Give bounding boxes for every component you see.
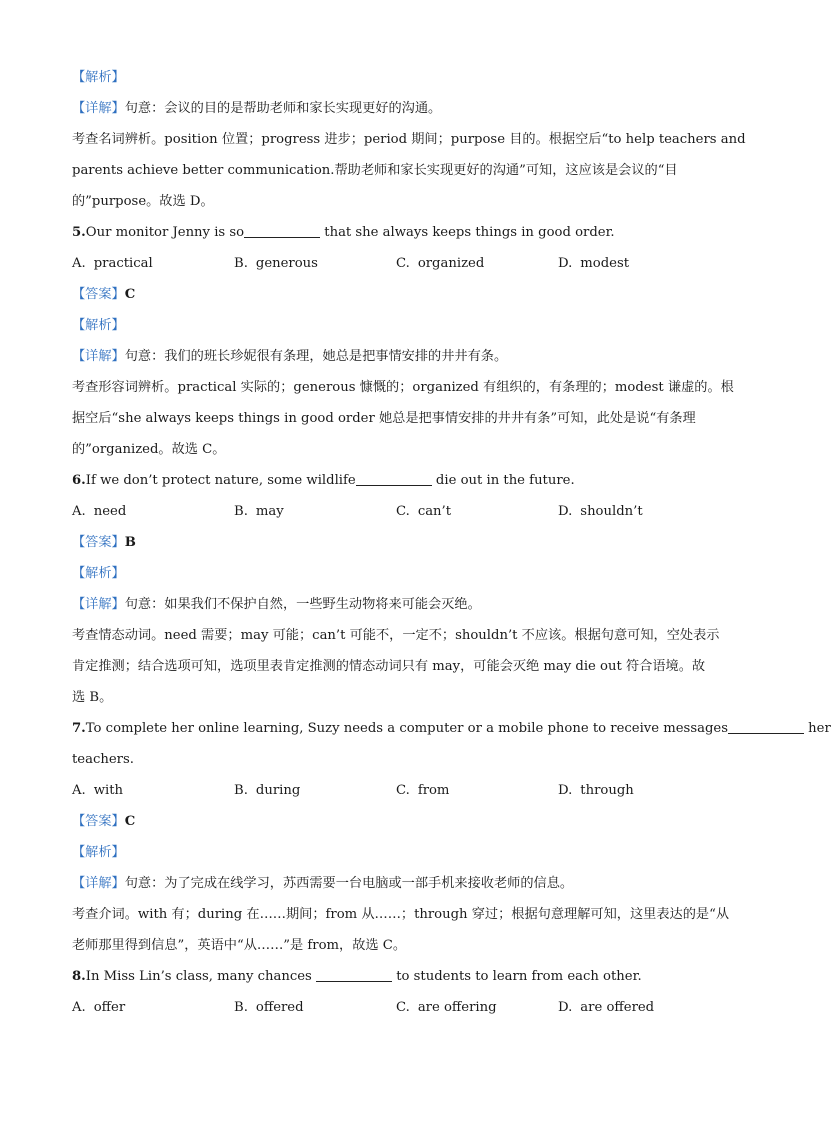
option-text: generous — [255, 256, 318, 271]
detail-text: 句意：如果我们不保护自然，一些野生动物将来可能会灭绝。 — [124, 597, 481, 612]
option-item — [72, 248, 234, 279]
detail-tag: 【详解】 — [72, 876, 125, 891]
analysis-tag: 【解析】 — [72, 845, 125, 860]
answer-blank — [728, 719, 804, 734]
answer-line — [72, 279, 722, 310]
option-letter: A. — [72, 1000, 86, 1015]
option-text: organized — [417, 256, 485, 271]
line-text: 考查情态动词。need 需要；may 可能；can’t 可能不，一定不；shouldn’t 不应该。根据句意可知，空处表示 — [72, 628, 720, 643]
question-text: To complete her online learning, Suzy needs a computer or a mobile phone to receive messages — [85, 721, 728, 736]
options-row — [72, 248, 722, 279]
analysis-tag: 【解析】 — [72, 70, 125, 85]
detail-text: 句意：我们的班长珍妮很有条理，她总是把事情安排的井井有条。 — [124, 349, 508, 364]
option-text: practical — [93, 256, 153, 271]
analysis-heading — [72, 837, 722, 868]
line-text: parents achieve better communication.帮助老师和家长实现更好的沟通”可知，这应该是会议的“目 — [72, 163, 678, 178]
option-item — [396, 496, 558, 527]
line-text: 肯定推测；结合选项可知，选项里表肯定推测的情态动词只有 may，可能会灭绝 may die out 符合语境。故 — [72, 659, 706, 674]
option-text: with — [93, 783, 124, 798]
option-item — [396, 248, 558, 279]
answer-tag: 【答案】 — [72, 287, 125, 302]
option-letter: D. — [558, 256, 573, 271]
line-text: 的”organized。故选 C。 — [72, 442, 226, 457]
option-text: are offering — [417, 1000, 497, 1015]
option-text: are offered — [580, 1000, 655, 1015]
option-item — [234, 248, 396, 279]
option-item — [72, 775, 234, 806]
answer-tag: 【答案】 — [72, 535, 125, 550]
line-text: 考查名词辨析。position 位置；progress 进步；period 期间；purpose 目的。根据空后“to help teachers and — [72, 132, 746, 147]
option-letter: C. — [396, 1000, 410, 1015]
line-text: 老师那里得到信息”，英语中“从……”是 from，故选 C。 — [72, 938, 407, 953]
answer-value: B — [124, 535, 136, 550]
question-text-after: that she always keeps things in good order. — [320, 225, 615, 240]
option-text: during — [255, 783, 301, 798]
detail-text: 句意：为了完成在线学习，苏西需要一台电脑或一部手机来接收老师的信息。 — [124, 876, 574, 891]
analysis-heading — [72, 62, 722, 93]
option-item — [234, 496, 396, 527]
option-text: may — [255, 504, 284, 519]
option-letter: C. — [396, 504, 410, 519]
document-page — [72, 62, 831, 1023]
detail-line — [72, 341, 722, 372]
answer-value: C — [124, 814, 136, 829]
answer-blank — [244, 223, 320, 238]
detail-tag: 【详解】 — [72, 349, 125, 364]
question-text-after: her — [803, 721, 831, 736]
option-letter: D. — [558, 783, 573, 798]
question-line — [72, 217, 722, 248]
analysis-heading — [72, 310, 722, 341]
detail-tag: 【详解】 — [72, 597, 125, 612]
text-line — [72, 682, 722, 713]
detail-line — [72, 93, 722, 124]
text-line — [72, 155, 722, 186]
question-number: 6. — [72, 473, 86, 488]
option-text: shouldn’t — [580, 504, 643, 519]
option-item — [72, 992, 234, 1023]
option-letter: A. — [72, 504, 86, 519]
option-letter: B. — [234, 504, 248, 519]
detail-text: 句意：会议的目的是帮助老师和家长实现更好的沟通。 — [124, 101, 442, 116]
option-item — [234, 775, 396, 806]
options-row — [72, 775, 722, 806]
answer-line — [72, 806, 722, 837]
option-text: offered — [255, 1000, 304, 1015]
option-item — [234, 992, 396, 1023]
line-text: 选 B。 — [72, 690, 113, 705]
option-letter: C. — [396, 256, 410, 271]
question-number: 5. — [72, 225, 86, 240]
text-line — [72, 620, 722, 651]
option-letter: B. — [234, 1000, 248, 1015]
analysis-tag: 【解析】 — [72, 318, 125, 333]
option-item — [558, 248, 720, 279]
line-text: 考查形容词辨析。practical 实际的；generous 慷慨的；organized 有组织的，有条理的；modest 谦虚的。根 — [72, 380, 734, 395]
option-text: modest — [580, 256, 630, 271]
option-item — [396, 992, 558, 1023]
option-item — [396, 775, 558, 806]
option-item — [558, 496, 720, 527]
text-line — [72, 651, 722, 682]
line-text: 的”purpose。故选 D。 — [72, 194, 214, 209]
option-item — [72, 496, 234, 527]
text-line — [72, 372, 734, 403]
answer-blank — [356, 471, 432, 486]
analysis-heading — [72, 558, 722, 589]
answer-tag: 【答案】 — [72, 814, 125, 829]
answer-value: C — [124, 287, 136, 302]
line-text: 据空后“she always keeps things in good order 她总是把事情安排的井井有条”可知，此处是说“有条理 — [72, 411, 696, 426]
option-item — [558, 992, 720, 1023]
option-letter: A. — [72, 783, 86, 798]
question-line — [72, 961, 722, 992]
option-letter: A. — [72, 256, 86, 271]
answer-line — [72, 527, 722, 558]
option-text: can’t — [417, 504, 452, 519]
line-text: teachers. — [72, 752, 134, 767]
question-line — [72, 465, 722, 496]
detail-line — [72, 868, 722, 899]
option-text: through — [580, 783, 634, 798]
question-text-after: die out in the future. — [431, 473, 575, 488]
question-text: In Miss Lin’s class, many chances — [85, 969, 317, 984]
line-text: 考查介词。with 有；during 在……期间；from 从……；through 穿过；根据句意理解可知，这里表达的是“从 — [72, 907, 730, 922]
text-line — [72, 744, 722, 775]
option-letter: D. — [558, 504, 573, 519]
text-line — [72, 930, 722, 961]
analysis-tag: 【解析】 — [72, 566, 125, 581]
detail-tag: 【详解】 — [72, 101, 125, 116]
answer-blank — [316, 967, 392, 982]
text-line — [72, 434, 722, 465]
question-number: 7. — [72, 721, 86, 736]
option-letter: D. — [558, 1000, 573, 1015]
question-text: If we don’t protect nature, some wildlife — [85, 473, 356, 488]
option-letter: B. — [234, 256, 248, 271]
text-line — [72, 899, 730, 930]
options-row — [72, 992, 722, 1023]
question-number: 8. — [72, 969, 86, 984]
options-row — [72, 496, 722, 527]
text-line — [72, 186, 722, 217]
detail-line — [72, 589, 722, 620]
option-text: from — [417, 783, 450, 798]
option-item — [558, 775, 720, 806]
text-line — [72, 124, 746, 155]
question-text: Our monitor Jenny is so — [85, 225, 245, 240]
option-letter: C. — [396, 783, 410, 798]
option-text: need — [93, 504, 127, 519]
option-text: offer — [93, 1000, 126, 1015]
question-line — [72, 713, 831, 744]
text-line — [72, 403, 722, 434]
question-text-after: to students to learn from each other. — [392, 969, 642, 984]
option-letter: B. — [234, 783, 248, 798]
